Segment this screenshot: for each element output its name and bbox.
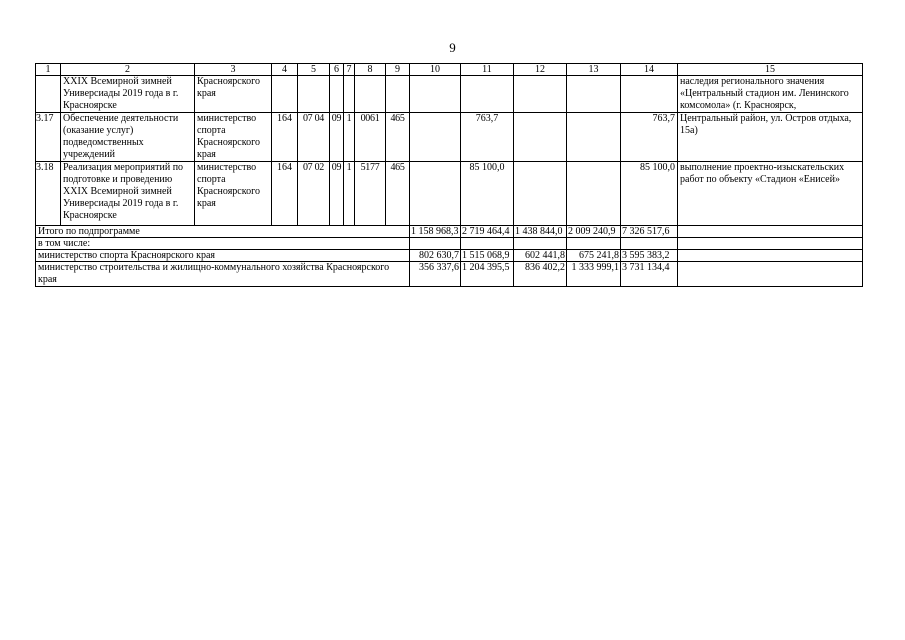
- column-header: 9: [386, 64, 410, 76]
- code-subprogram: 1: [344, 113, 355, 162]
- code-section: 07 04: [298, 113, 330, 162]
- event-name: Обеспечение деятельности (оказание услуг) подведомственных учреждений: [61, 113, 195, 162]
- code-subprogram: [344, 76, 355, 113]
- code-target: 5177: [355, 162, 386, 226]
- summary-label: министерство строительства и жилищно-коммунального хозяйства Красноярского края: [36, 262, 410, 287]
- expected-result: наследия регионального значения «Центральный стадион им. Ленинского комсомола» (г. Красноярск,: [678, 76, 863, 113]
- summary-value-col-14: 3 731 134,4: [621, 262, 678, 287]
- summary-empty-cell: [678, 238, 863, 250]
- summary-value-col-13: 1 333 999,1: [567, 262, 621, 287]
- value-col-11: 85 100,0: [461, 162, 514, 226]
- column-header-row: [36, 64, 863, 76]
- column-header: 14: [621, 64, 678, 76]
- row-number: [36, 76, 61, 113]
- summary-value-col-11: [461, 238, 514, 250]
- event-name: XXIX Всемирной зимней Универсиады 2019 года в г. Красноярске: [61, 76, 195, 113]
- summary-value-col-13: [567, 238, 621, 250]
- expected-result: выполнение проектно-изыскательских работ по объекту «Стадион «Енисей»: [678, 162, 863, 226]
- value-col-12: [514, 113, 567, 162]
- summary-row-construction-ministry: [36, 262, 863, 287]
- value-col-10: [410, 76, 461, 113]
- value-col-11: [461, 76, 514, 113]
- summary-value-col-14: [621, 238, 678, 250]
- summary-value-col-10: 356 337,6: [410, 262, 461, 287]
- column-header: 15: [678, 64, 863, 76]
- code-expense-type: [386, 76, 410, 113]
- code-subprogram: 1: [344, 162, 355, 226]
- page-number: 9: [449, 40, 456, 55]
- code-target: [355, 76, 386, 113]
- value-col-14: [621, 76, 678, 113]
- summary-row-total: [36, 226, 863, 238]
- value-col-13: [567, 113, 621, 162]
- summary-value-col-10: 1 158 968,3: [411, 226, 459, 237]
- summary-value-col-12: 836 402,2: [514, 262, 567, 287]
- table-row: [36, 76, 863, 113]
- column-header: 6: [330, 64, 344, 76]
- summary-value-col-13: 2 009 240,9: [567, 226, 621, 238]
- row-number: 3.18: [36, 162, 61, 226]
- summary-value-col-14: 3 595 383,2: [621, 250, 678, 262]
- column-header: 8: [355, 64, 386, 76]
- expected-result: Центральный район, ул. Остров отдыха, 15а): [678, 113, 863, 162]
- summary-empty-cell: [678, 262, 863, 287]
- column-header: 11: [461, 64, 514, 76]
- value-col-14: 763,7: [621, 113, 678, 162]
- row-number: 3.17: [36, 113, 61, 162]
- value-col-14: 85 100,0: [621, 162, 678, 226]
- summary-label: министерство спорта Красноярского края: [36, 250, 410, 262]
- summary-value-col-12: 1 438 844,0: [514, 226, 567, 238]
- value-col-10: [410, 162, 461, 226]
- executor: министерство спорта Красноярского края: [195, 162, 272, 226]
- program-table: [35, 63, 863, 287]
- column-header: 10: [410, 64, 461, 76]
- value-col-12: [514, 76, 567, 113]
- column-header: 4: [272, 64, 298, 76]
- column-header: 5: [298, 64, 330, 76]
- value-col-13: [567, 162, 621, 226]
- column-header: 13: [567, 64, 621, 76]
- code-expense-type: 465: [386, 113, 410, 162]
- code-grbs: [272, 76, 298, 113]
- summary-value-col-12: [514, 238, 567, 250]
- value-col-13: [567, 76, 621, 113]
- code-target: 0061: [355, 113, 386, 162]
- column-header: 1: [36, 64, 61, 76]
- code-grbs: 164: [272, 162, 298, 226]
- summary-value-col-11: 2 719 464,4: [461, 226, 514, 238]
- code-program: [330, 76, 344, 113]
- code-program: 09: [330, 162, 344, 226]
- executor: министерство спорта Красноярского края: [195, 113, 272, 162]
- summary-value-col-12: 602 441,8: [514, 250, 567, 262]
- summary-row-sport-ministry: [36, 250, 863, 262]
- value-col-12: [514, 162, 567, 226]
- value-col-11: 763,7: [461, 113, 514, 162]
- code-section: [298, 76, 330, 113]
- code-section: 07 02: [298, 162, 330, 226]
- summary-label: Итого по подпрограмме: [36, 226, 410, 238]
- summary-empty-cell: [678, 250, 863, 262]
- table-row: [36, 113, 863, 162]
- value-col-10: [410, 113, 461, 162]
- column-header: 12: [514, 64, 567, 76]
- executor: Красноярского края: [195, 76, 272, 113]
- table-row: [36, 162, 863, 226]
- summary-value-col-10: 802 630,7: [410, 250, 461, 262]
- summary-label: в том числе:: [36, 238, 410, 250]
- summary-value-col-11: 1 204 395,5: [461, 262, 514, 287]
- column-header: 7: [344, 64, 355, 76]
- code-expense-type: 465: [386, 162, 410, 226]
- column-header: 2: [61, 64, 195, 76]
- code-program: 09: [330, 113, 344, 162]
- summary-empty-cell: [678, 226, 863, 238]
- summary-row-including: [36, 238, 863, 250]
- summary-value-col-11: 1 515 068,9: [461, 250, 514, 262]
- summary-value-col-13: 675 241,8: [567, 250, 621, 262]
- summary-value-col-14: 7 326 517,6: [621, 226, 678, 238]
- event-name: Реализация мероприятий по подготовке и проведению XXIX Всемирной зимней Универсиады 2019 года в г. Красноярске: [61, 162, 195, 226]
- code-grbs: 164: [272, 113, 298, 162]
- column-header: 3: [195, 64, 272, 76]
- summary-value-col-10: [410, 238, 461, 250]
